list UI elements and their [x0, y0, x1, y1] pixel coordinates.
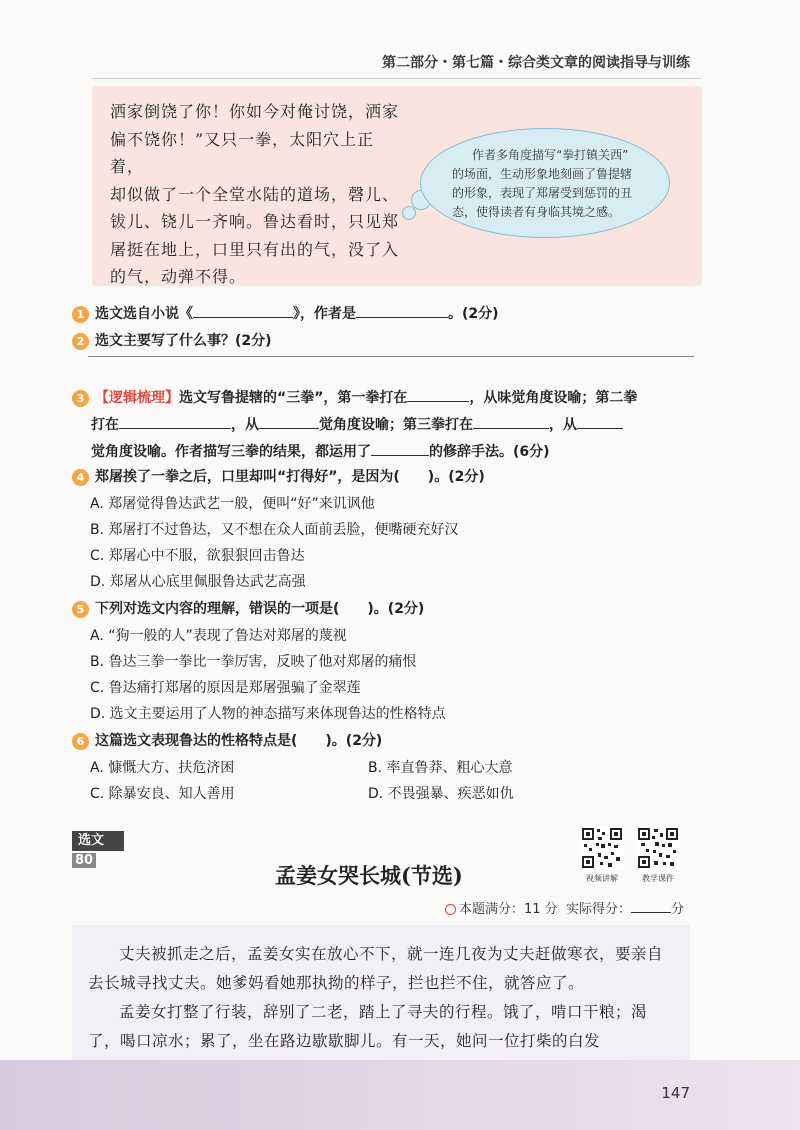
q6-option-d[interactable]: D. 不畏强暴、疾恶如仇: [368, 786, 514, 802]
q3-blank-4[interactable]: [473, 414, 549, 429]
question-1: [72, 303, 499, 323]
q4-option-b[interactable]: B. 郑屠打不过鲁达，又不想在众人面前丢脸，便嘴硬充好汉: [90, 522, 459, 538]
score-unit: 分: [670, 902, 684, 917]
q6-option-c[interactable]: C. 除暴安良、知人善用: [90, 786, 235, 802]
q1-text-b: 》，作者是: [293, 306, 356, 322]
cloud-bubble-small: [402, 206, 416, 220]
q3-text: ，从味觉角度设喻；第二拳: [469, 390, 638, 406]
question-number-icon: 1: [72, 306, 89, 323]
passage-text: [110, 98, 400, 291]
question-number-icon: 2: [72, 333, 89, 350]
q5-text: 下列对选文内容的理解，错误的一项是( )。(2分): [95, 601, 425, 617]
note-line: 的形象，表现了郑屠受到惩罚的丑: [452, 186, 633, 200]
question-5: [72, 598, 424, 618]
qr-label-video: 视频讲解: [586, 874, 618, 883]
passage-line: 却似做了一个全堂水陆的道场，磬儿、: [110, 184, 400, 204]
q3-blank-3[interactable]: [259, 414, 319, 429]
question-2: [72, 330, 272, 350]
header-divider: [92, 78, 702, 79]
score-full: 本题满分：11 分: [459, 902, 558, 917]
section-label: [72, 831, 124, 868]
question-number-icon: 6: [72, 733, 89, 750]
q6-option-b[interactable]: B. 率直鲁莽、粗心大意: [368, 760, 513, 776]
q3-text: 选文写鲁提辖的“三拳”，第一拳打在: [179, 390, 408, 406]
q6-text: 这篇选文表现鲁达的性格特点是( )。(2分): [95, 733, 383, 749]
passage-line: 偏不饶你！”又只一拳，太阳穴上正着，: [110, 129, 375, 176]
passage-line: 的气，动弹不得。: [110, 267, 247, 286]
question-number-icon: 3: [72, 390, 89, 407]
score-actual-label: 实际得分：: [565, 902, 631, 917]
q4-option-d[interactable]: D. 郑屠从心底里佩服鲁达武艺高强: [90, 574, 306, 590]
q3-tag: 【逻辑梳理】: [95, 390, 179, 406]
annotation-note: [452, 146, 652, 222]
clock-icon: [445, 904, 456, 915]
score-line: [445, 898, 684, 917]
q1-text-a: 选文选自小说《: [95, 306, 193, 322]
q4-text: 郑屠挨了一拳之后，口里却叫“打得好”，是因为( )。(2分): [95, 469, 485, 485]
q3-text: 的修辞手法。(6分): [429, 444, 550, 460]
qr-label-courseware: 教学课件: [642, 874, 674, 883]
passage-line: 屠挺在地上，口里只有出的气，没了入: [110, 239, 400, 259]
story-title: 孟姜女哭长城(节选): [275, 863, 463, 888]
note-line: 作者多角度描写“拳打镇关西”: [472, 148, 629, 162]
passage-line: 洒家倒饶了你！你如今对俺讨饶，洒家: [110, 102, 400, 121]
q5-option-b[interactable]: B. 鲁达三拳一拳比一拳厉害，反映了他对郑屠的痛恨: [90, 654, 417, 670]
q1-blank-author[interactable]: [356, 303, 448, 318]
q3-text: 觉角度设喻；第三拳打在: [319, 417, 473, 433]
q4-option-c[interactable]: C. 郑屠心中不服，欲狠狠回击鲁达: [90, 548, 305, 564]
question-number-icon: 5: [72, 601, 89, 618]
q2-answer-line[interactable]: [88, 356, 694, 357]
story-paragraph: 孟姜女打整了行装，辞别了二老，踏上了寻夫的行程。饿了，啃口干粮；渴了，喝口凉水；累了，坐在路边歇歇脚儿。有一天，她问一位打柴的白发: [88, 1003, 648, 1050]
story-text: [88, 940, 678, 1056]
q3-blank-1[interactable]: [407, 387, 469, 402]
question-6: [72, 730, 382, 750]
q2-text: 选文主要写了什么事？(2分): [95, 333, 272, 349]
question-4: [72, 466, 485, 486]
section-label-text: 选文: [78, 833, 105, 848]
note-line: 态，使得读者有身临其境之感。: [452, 205, 621, 219]
q3-blank-6[interactable]: [371, 441, 429, 456]
q5-option-c[interactable]: C. 鲁达痛打郑屠的原因是郑屠强骗了金翠莲: [90, 680, 361, 696]
q3-blank-2[interactable]: [119, 414, 231, 429]
q3-text: ，从: [231, 417, 259, 433]
story-paragraph: 丈夫被抓走之后，孟姜女实在放心不下，就一连几夜为丈夫赶做寒衣，要亲自去长城寻找丈夫。她爹妈看她那执拗的样子，拦也拦不住，就答应了。: [88, 945, 664, 992]
q1-blank-book[interactable]: [193, 303, 293, 318]
section-number: 80: [72, 853, 96, 868]
q4-option-a[interactable]: A. 郑屠觉得鲁达武艺一般，便叫“好”来讥讽他: [90, 496, 375, 512]
question-number-icon: 4: [72, 469, 89, 486]
q5-option-a[interactable]: A. “狗一般的人”表现了鲁达对郑屠的蔑视: [90, 628, 347, 644]
q5-option-d[interactable]: D. 选文主要运用了人物的神态描写来体现鲁达的性格特点: [90, 706, 446, 722]
passage-line: 钹儿、铙儿一齐响。鲁达看时，只见郑: [110, 212, 400, 231]
note-line: 的场面，生动形象地刻画了鲁提辖: [452, 167, 633, 181]
qr-code-icon[interactable]: [636, 826, 680, 870]
running-header: 第二部分・第七篇・综合类文章的阅读指导与训练: [382, 55, 690, 71]
q3-text: 打在: [91, 417, 119, 433]
q3-blank-5[interactable]: [577, 414, 623, 429]
q3-text: ，从: [549, 417, 577, 433]
question-3: [72, 385, 637, 466]
q3-text: 觉角度设喻。作者描写三拳的结果，都运用了: [91, 444, 371, 460]
q1-text-c: 。(2分): [448, 306, 499, 322]
q6-option-a[interactable]: A. 慷慨大方、扶危济困: [90, 760, 235, 776]
page-number: 147: [661, 1084, 690, 1102]
score-blank[interactable]: [631, 898, 671, 913]
qr-code-icon[interactable]: [580, 826, 624, 870]
